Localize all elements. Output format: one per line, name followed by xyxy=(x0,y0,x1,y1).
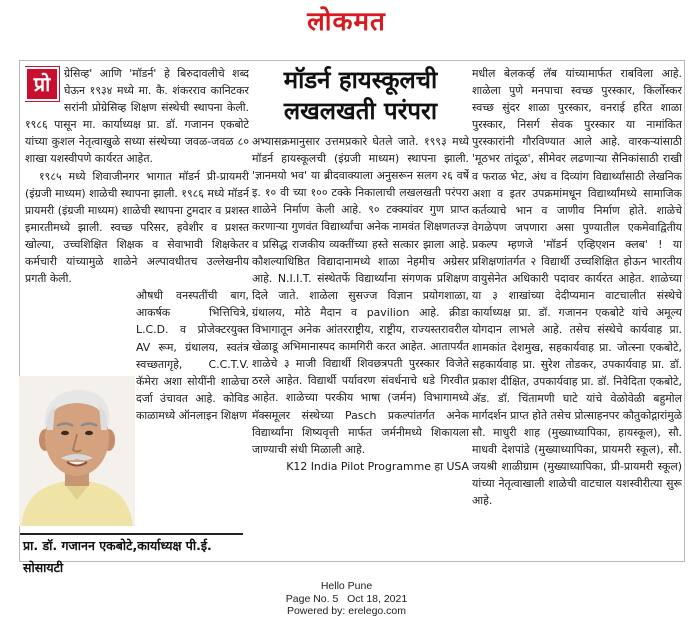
edition-name: Hello Pune xyxy=(320,580,373,592)
drop-cap-badge: प्रो xyxy=(25,67,59,101)
portrait-image xyxy=(19,376,135,526)
article-column-2 xyxy=(252,133,469,553)
article-paragraph: K12 India Pilot Programme हा USA xyxy=(286,459,469,473)
portrait-photo xyxy=(19,376,135,526)
masthead xyxy=(0,6,693,40)
page-footer xyxy=(0,580,693,618)
article-paragraph: मधील बेलकर्व्ह लॅब यांच्यामार्फत राबविला आहे. शाळेला पुणे मनपाचा स्वच्छ पुरस्कार, किर्लोस्कर स्वच्छ सुंदर शाळा पुरस्कार, वनराई हरित शाळा पुरस्कार, निसर्ग सेवक पुरस्कार या नामांकित पुरस्कारांनी गौरविण्यात आले आहे. वारकऱ्यांसाठी 'मूठभर तांदूळ', सीमेवर लढणाऱ्या सैनिकांसाठी राखी व फराळ भेट, अंध व दिव्यांग विद्यार्थ्यांसाठी लेखनिक अशा व इतर उपक्रमांमधून विद्यार्थ्यांमध्ये सामाजिक कर्तव्याचे भान व जाणीव निर्माण होते. शाळेचे वेगळेपण जपणारा असा पुण्यातील एकमेवाद्वितीय प्रकल्प म्हणजे 'मॉडर्न एव्हिएशन क्लब' ! या प्रशिक्षणांतर्गत २ विद्यार्थी उच्चशिक्षित होऊन भारतीय वायुसेनेत अधिकारी पदावर कार्यरत आहेत. शाळेच्या या ३ शाखांच्या देदीप्यमान वाटचालीत संस्थेचे कार्याध्यक्ष प्रा. डॉ. गजानन एकबोटे यांचे अमूल्य योगदान लाभले आहे. तसेच संस्थेचे कार्यवाह प्रा. शामकांत देशमुख, सहकार्यवाह प्रा. जोत्स्ना एकबोटे, सहकार्यवाह प्रा. सुरेश तोडकर, उपकार्यवाह प्रा. डॉ. प्रकाश दीक्षित, उपकार्यवाह प्रा. डॉ. निवेदिता एकबोटे, ॲड. डॉ. चिंतामणी घाटे यांचे वेळोवेळी बहुमोल मार्गदर्शन प्राप्त होते तसेच प्रोत्साहनपर कौतुकोद्गारांमुळे सौ. माधुरी शाह (मुख्याध्यापिका, हायस्कूल), सौ. माधवी देशपांडे (मुख्याध्यापिका, प्रायमरी स्कूल), सौ. जयश्री शाळीग्राम (मुख्याध्यापिका, प्री-प्रायमरी स्कूल) यांच्या नेतृत्वाखाली शाळेची वाटचाल यशस्वीरीत्या सुरू आहे. xyxy=(472,67,682,508)
powered-by: Powered by: erelego.com xyxy=(286,605,407,617)
article-paragraph: ग्रेसिव्ह' आणि 'मॉडर्न' हे बिरुदावलीचे शब्द घेऊन १९३४ मध्ये मा. कै. शंकरराव कानिटकर सरांनी प्रोग्रेसिव्ह शिक्षण संस्थेची स्थापना केली. १९८६ पासून मा. कार्याध्यक्ष प्रा. डॉ. गजानन एकबोटे यांच्या कुशल नेतृत्वाखुळे सध्या संस्थेच्या जवळ-जवळ ८० शाखा यशस्वीपणे कार्यरत आहेत. xyxy=(25,67,249,166)
article-paragraph: अभ्यासक्रमानुसार उत्तमप्रकारे घेतले जाते. १९९३ मध्ये मॉडर्न हायस्कूलची (इंग्रजी माध्यम) स्थापना झाली. 'ज्ञानमयो भव' या ब्रीदवाक्याला अनुसरून सलग २६ वर्षे इ. १० वी च्या १०० टक्के निकालाची लखलखती परंपरा शाळेने निर्माण केली आहे. ९० टक्क्यांवर गुण प्राप्त करणाऱ्या गुणवंत विद्यार्थ्यांचा अनेक नामवंत शिक्षणतज्ज्ञ व प्रसिद्ध राजकीय व्यक्तींच्या हस्ते सत्कार झाला आहे. कौशल्याधिष्ठित विद्यादानामध्ये शाळा नेहमीच अग्रेसर आहे. N.I.I.T. संस्थेतर्फे विद्यार्थ्यांना संगणक प्रशिक्षण दिले जाते. शाळेला सुसज्ज विज्ञान प्रयोगशाळा, ग्रंथालय, मोठे मैदान व pavilion आहे. क्रीडा विभागातून अनेक आंतरराष्ट्रीय, राष्ट्रीय, राज्यस्तरावरील खेळाडू अभिमानास्पद कामगिरी करत आहेत. आतापर्यंत शाळेचे ३ माजी विद्यार्थी शिवछत्रपती पुरस्कार विजेते ठरले आहेत. विद्यार्थी पर्यावरण संवर्धनाचे धडे गिरवीत आहेत. शाळेच्या परकीय भाषा (जर्मन) विभागामध्ये मॅक्समूलर संस्थेच्या Pasch प्रकल्पांतर्गत अनेक विद्यार्थ्यांना शिष्यवृत्ती मार्फत जर्मनीमध्ये शिकायला जाण्याची संधी मिळाली आहे. xyxy=(252,135,469,456)
page-info: Page No. 5 Oct 18, 2021 xyxy=(285,592,408,605)
article-paragraph: औषधी वनस्पतींची बाग, आकर्षक भित्तिचित्रे, L.C.D. व प्रोजेक्टरयुक्त AV रूम, ग्रंथालय, स्वतंत्र स्वच्छतागृहे, C.C.T.V. कॅमेरा अशा सोयींनी शाळेचा दर्जा उंचावत आहे. कोविड काळामध्ये ऑनलाइन शिक्षण xyxy=(136,289,249,422)
article-paragraph: १९८५ मध्ये शिवाजीनगर भागात मॉडर्न प्री-प्रायमरी (इंग्रजी माध्यम) शाळेची स्थापना झाली. १९८६ मध्ये मॉडर्न प्रायमरी (इंग्रजी माध्यम) शाळेची स्थापना टुमदार व प्रशस्त इमारतीमध्ये झाली. स्वच्छ परिसर, हवेशीर व प्रशस्त खोल्या, उच्चशिक्षित शिक्षक व सेवाभावी शिक्षकेतर कर्मचारी यांच्यामुळे शाळेने अल्पावधीतच उल्लेखनीय प्रगती केली. xyxy=(25,169,249,286)
photo-caption: प्रा. डॉ. गजानन एकबोटे,कार्याध्यक्ष पी.ई. सोसायटी xyxy=(20,533,243,556)
newspaper-logo: लोकमत xyxy=(307,7,386,37)
article-column-3 xyxy=(472,65,682,559)
article-headline: मॉडर्न हायस्कूलची लखलखती परंपरा xyxy=(283,66,438,125)
